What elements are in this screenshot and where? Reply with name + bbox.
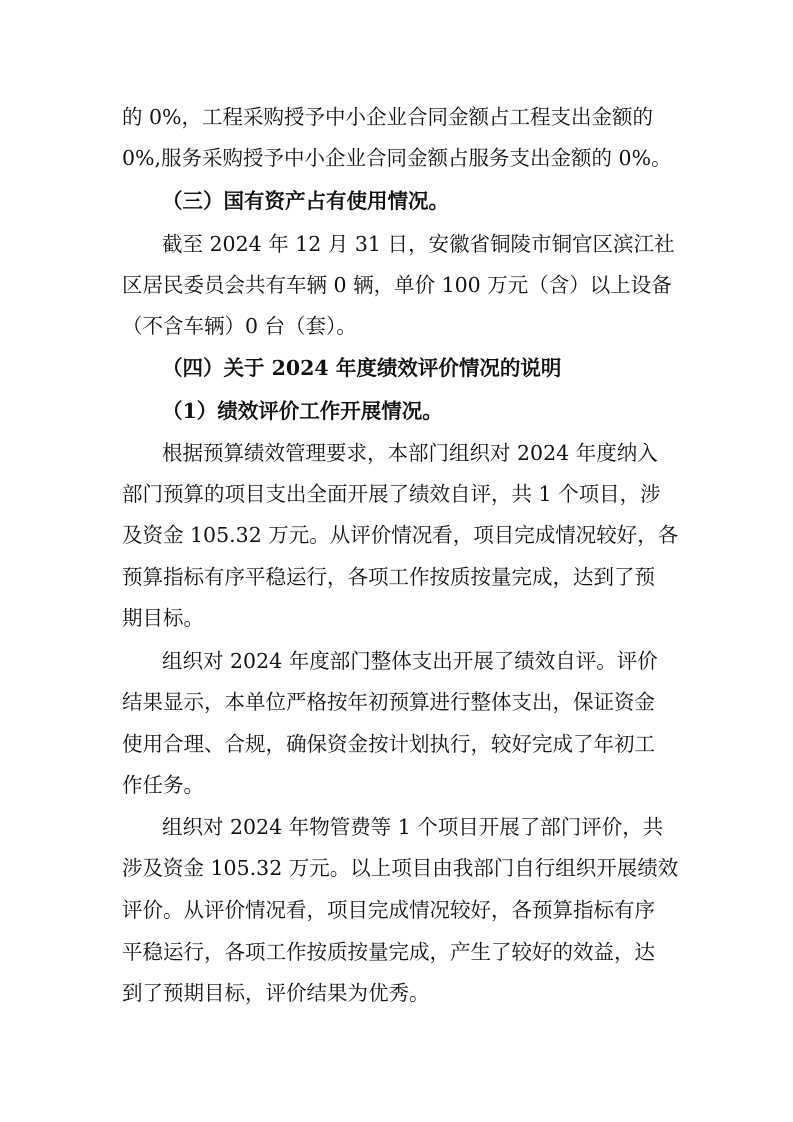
text-line: 平稳运行，各项工作按质按量完成，产生了较好的效益，达 [122, 940, 655, 964]
section-heading: （四）关于 2024 年度绩效评价情况的说明 [162, 356, 562, 380]
text-line: 结果显示，本单位严格按年初预算进行整体支出，保证资金 [122, 690, 655, 714]
text-line: 根据预算绩效管理要求，本部门组织对 2024 年度纳入 [162, 441, 658, 465]
text-line: 到了预期目标，评价结果为优秀。 [122, 981, 430, 1005]
text-line: 0%,服务采购授予中小企业合同金额占服务支出金额的 0%。 [122, 146, 672, 170]
text-line: 预算指标有序平稳运行，各项工作按质按量完成，达到了预 [122, 565, 655, 589]
text-line: （不含车辆）0 台（套）。 [122, 314, 357, 338]
text-line: 作任务。 [122, 773, 204, 797]
subsection-heading: （1）绩效评价工作开展情况。 [162, 399, 443, 423]
text-line: 区居民委员会共有车辆 0 辆，单价 100 万元（含）以上设备 [122, 273, 672, 297]
text-line: 部门预算的项目支出全面开展了绩效自评，共 1 个项目，涉 [122, 482, 661, 506]
section-heading: （三）国有资产占有使用情况。 [162, 189, 449, 213]
text-line: 期目标。 [122, 606, 204, 630]
text-line: 涉及资金 105.32 万元。以上项目由我部门自行组织开展绩效 [122, 856, 679, 880]
text-line: 截至 2024 年 12 月 31 日，安徽省铜陵市铜官区滨江社 [162, 232, 675, 256]
text-line: 使用合理、合规，确保资金按计划执行，较好完成了年初工 [122, 732, 655, 756]
text-line: 组织对 2024 年度部门整体支出开展了绩效自评。评价 [162, 649, 658, 673]
text-line: 评价。从评价情况看，项目完成情况较好，各预算指标有序 [122, 898, 655, 922]
text-line: 及资金 105.32 万元。从评价情况看，项目完成情况较好，各 [122, 523, 679, 547]
text-line: 的 0%，工程采购授予中小企业合同金额占工程支出金额的 [122, 105, 654, 129]
text-line: 组织对 2024 年物管费等 1 个项目开展了部门评价，共 [162, 815, 664, 839]
